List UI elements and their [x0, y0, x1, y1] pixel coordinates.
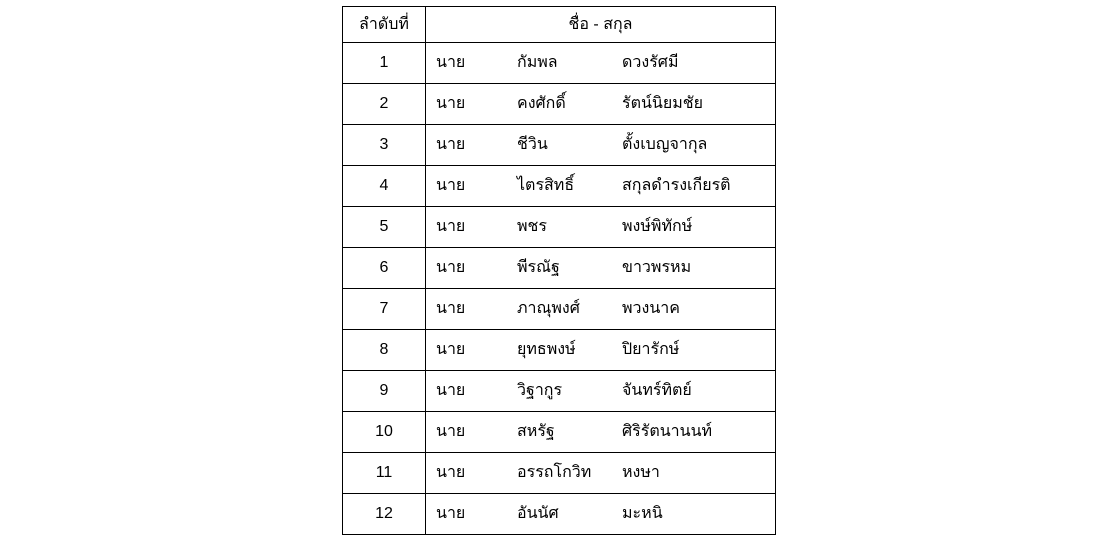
- row-first-name: ภาณุพงศ์: [517, 300, 580, 317]
- row-last-name: พงษ์พิทักษ์: [622, 218, 693, 235]
- table-row: [343, 207, 776, 248]
- row-title: นาย: [436, 177, 466, 194]
- row-title: นาย: [436, 505, 466, 522]
- table-row: [343, 43, 776, 84]
- row-number: 1: [343, 43, 426, 84]
- row-first-name: ไตรสิทธิ์: [517, 177, 575, 194]
- row-last-name: จันทร์ทิตย์: [622, 382, 692, 399]
- table-row: [343, 453, 776, 494]
- name-roster-table: [342, 6, 776, 535]
- row-number: 2: [343, 84, 426, 125]
- row-name-cell: [426, 125, 776, 166]
- row-number: 8: [343, 330, 426, 371]
- row-name-cell: [426, 453, 776, 494]
- row-last-name: หงษา: [622, 464, 660, 481]
- row-first-name: วิฐากูร: [517, 382, 563, 399]
- header-number: [343, 7, 426, 43]
- row-first-name: คงศักดิ์: [517, 95, 566, 112]
- row-last-name: ตั้งเบญจากุล: [622, 136, 708, 153]
- table-row: [343, 84, 776, 125]
- header-name-label: ชื่อ - สกุล: [568, 15, 633, 33]
- row-last-name: ศิริรัตนานนท์: [622, 423, 713, 440]
- row-title: นาย: [436, 54, 466, 71]
- row-name-cell: [426, 330, 776, 371]
- row-first-name: สหรัฐ: [517, 423, 555, 440]
- row-number: 9: [343, 371, 426, 412]
- row-last-name: ดวงรัศมี: [622, 54, 679, 71]
- row-last-name: สกุลดำรงเกียรติ: [622, 177, 731, 194]
- row-number: 11: [343, 453, 426, 494]
- row-last-name: ปิยารักษ์: [622, 341, 680, 358]
- row-first-name: ยุทธพงษ์: [517, 341, 576, 358]
- row-title: นาย: [436, 95, 466, 112]
- row-number: 6: [343, 248, 426, 289]
- row-last-name: ขาวพรหม: [622, 259, 692, 276]
- row-first-name: อรรถโกวิท: [517, 464, 592, 481]
- table-row: [343, 412, 776, 453]
- row-name-cell: [426, 494, 776, 535]
- table-row: [343, 494, 776, 535]
- table-row: [343, 166, 776, 207]
- row-name-cell: [426, 371, 776, 412]
- row-title: นาย: [436, 341, 466, 358]
- row-number: 12: [343, 494, 426, 535]
- table-row: [343, 371, 776, 412]
- row-name-cell: [426, 289, 776, 330]
- row-number: 5: [343, 207, 426, 248]
- row-title: นาย: [436, 464, 466, 481]
- row-title: นาย: [436, 382, 466, 399]
- row-last-name: มะหนิ: [622, 505, 663, 522]
- row-first-name: กัมพล: [517, 54, 558, 71]
- row-name-cell: [426, 412, 776, 453]
- table-row: [343, 289, 776, 330]
- row-title: นาย: [436, 423, 466, 440]
- row-title: นาย: [436, 259, 466, 276]
- row-first-name: อันนัศ: [517, 505, 559, 522]
- row-title: นาย: [436, 218, 466, 235]
- row-last-name: พวงนาค: [622, 300, 680, 317]
- row-first-name: พชร: [517, 218, 547, 235]
- table-row: [343, 125, 776, 166]
- row-first-name: พีรณัฐ: [517, 259, 560, 276]
- header-name: [426, 7, 776, 43]
- row-first-name: ชีวิน: [517, 136, 548, 153]
- row-name-cell: [426, 166, 776, 207]
- row-name-cell: [426, 84, 776, 125]
- table-row: [343, 248, 776, 289]
- table-row: [343, 330, 776, 371]
- row-name-cell: [426, 207, 776, 248]
- row-last-name: รัตน์นิยมชัย: [622, 95, 704, 112]
- row-number: 3: [343, 125, 426, 166]
- table-header-row: [343, 7, 776, 43]
- row-title: นาย: [436, 300, 466, 317]
- header-number-label: ลำดับที่: [359, 15, 409, 33]
- row-name-cell: [426, 248, 776, 289]
- row-number: 10: [343, 412, 426, 453]
- row-number: 7: [343, 289, 426, 330]
- row-name-cell: [426, 43, 776, 84]
- row-title: นาย: [436, 136, 466, 153]
- row-number: 4: [343, 166, 426, 207]
